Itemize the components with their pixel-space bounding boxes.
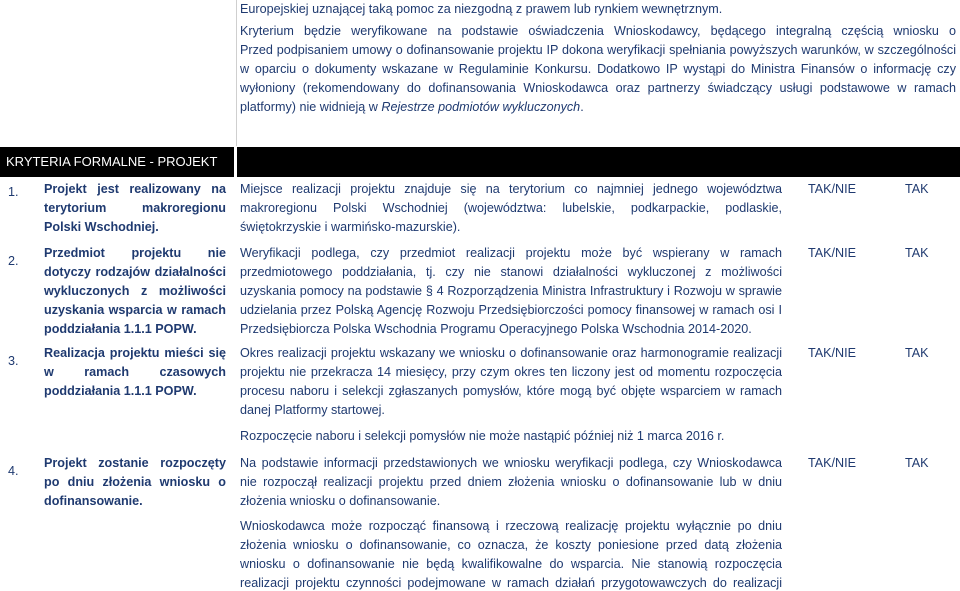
- row-1-description: [240, 180, 782, 237]
- row-4-description-text-1: Na podstawie informacji przedstawionych we wniosku weryfikacji podlega, czy Wnioskodawca nie rozpoczął realizacji projektu przed dniem złożenia wniosku o dofinansowanie lub w dniu złożenia wniosku o dofinansowanie.: [240, 456, 782, 508]
- row-2-description: [240, 244, 782, 339]
- row-4-result: TAK: [905, 456, 929, 470]
- intro-paragraph-2-text: Kryterium będzie weryfikowane na podstawie oświadczenia Wnioskodawcy, będącego integralną częścią wniosku o: [240, 24, 956, 38]
- row-2-description-text: Weryfikacji podlega, czy przedmiot realizacji projektu może być wspierany w ramach przedmiotowego poddziałania, tj. czy nie stanowi działalności wykluczonej z możliwości uzyskania pomocy na podstawie § 4 Rozporządzenia Ministra Infrastruktury i Rozwoju w sprawie udzielania przez Polską Agencję Rozwoju Przedsiębiorczości pomocy finansowej w ramach osi I Przedsiębiorcza Polska Wschodnia Programu Operacyjnego Polska Wschodnia 2014-2020.: [240, 246, 782, 336]
- row-3-number: 3.: [8, 354, 19, 368]
- row-3-criterion: Realizacja projektu mieści się w ramach czasowych poddziałania 1.1.1 POPW.: [44, 346, 226, 398]
- section-title: KRYTERIA FORMALNE - PROJEKT: [6, 154, 218, 169]
- intro-paragraph-3: [240, 41, 956, 117]
- row-3-result: TAK: [905, 346, 929, 360]
- row-3-description: [240, 344, 782, 446]
- row-1-criterion: Projekt jest realizowany na terytorium makroregionu Polski Wschodniej.: [44, 182, 226, 234]
- row-2-number: 2.: [8, 254, 19, 268]
- intro-paragraph-3-text: Przed podpisaniem umowy o dofinansowanie projektu IP dokona weryfikacji spełniania powyższych warunków, w szczególności w oparciu o dokumenty wskazane w Regulaminie Konkursu. Dodatkowo IP wystąpi do Ministra Finansów o informację czy wyłoniony (rekomendowany do dofinansowania Wnioskodawca oraz partnerzy świadczący usługi podstawowe w ramach platformy) nie widnieją w: [240, 43, 956, 114]
- row-4-number: 4.: [8, 464, 19, 478]
- row-1-description-text: Miejsce realizacji projektu znajduje się na terytorium co najmniej jednego województwa makroregionu Polski Wschodniej (województwa: lubelskie, podkarpackie, podlaskie, świętokrzyskie i warmińsko-mazurskie).: [240, 182, 782, 234]
- row-3-description-text-2: Rozpoczęcie naboru i selekcji pomysłów nie może nastąpić później niż 1 marca 2016 r.: [240, 429, 725, 443]
- intro-text: [240, 0, 956, 117]
- row-1-result: TAK: [905, 182, 929, 196]
- row-4-description: [240, 454, 782, 591]
- column-divider: [236, 0, 237, 146]
- row-4-description-text-2: Wnioskodawca może rozpocząć finansową i rzeczową realizację projektu wyłącznie po dniu złożenia wniosku o dofinansowanie, co oznacza, że koszty poniesione przed datą złożenia wniosku o dofinansowanie nie będą kwalifikowalne do wsparcia. Nie stanowią rozpoczęcia realizacji projektu czynności podejmowane w ramach działań przygotowawczych do realizacji: [240, 519, 782, 590]
- intro-line-1: Europejskiej uznającej taką pomoc za niezgodną z prawem lub rynkiem wewnętrznym.: [240, 2, 723, 16]
- row-2-criterion: Przedmiot projektu nie dotyczy rodzajów działalności wykluczonych z możliwości uzyskania wsparcia w ramach poddziałania 1.1.1 POPW.: [44, 246, 226, 336]
- section-header: [0, 147, 960, 177]
- row-1-number: 1.: [8, 185, 19, 199]
- intro-paragraph-3-end: .: [580, 100, 584, 114]
- intro-register-name: Rejestrze podmiotów wykluczonych: [381, 100, 581, 114]
- row-4-criterion: Projekt zostanie rozpoczęty po dniu złożenia wniosku o dofinansowanie.: [44, 456, 226, 508]
- row-3-description-text-1: Okres realizacji projektu wskazany we wniosku o dofinansowanie oraz harmonogramie realizacji projektu nie przekracza 14 miesięcy, przy czym okres ten liczony jest od momentu rozpoczęcia procesu naboru i selekcji zgłaszanych pomysłów, które mogą być objęte wsparciem w ramach danej Platformy startowej.: [240, 346, 782, 417]
- header-divider: [234, 147, 237, 177]
- row-3-scale: TAK/NIE: [808, 346, 857, 360]
- intro-paragraph-2: [240, 22, 956, 41]
- row-4-scale: TAK/NIE: [808, 456, 857, 470]
- row-1-scale: TAK/NIE: [808, 182, 857, 196]
- row-2-result: TAK: [905, 246, 929, 260]
- row-2-scale: TAK/NIE: [808, 246, 857, 260]
